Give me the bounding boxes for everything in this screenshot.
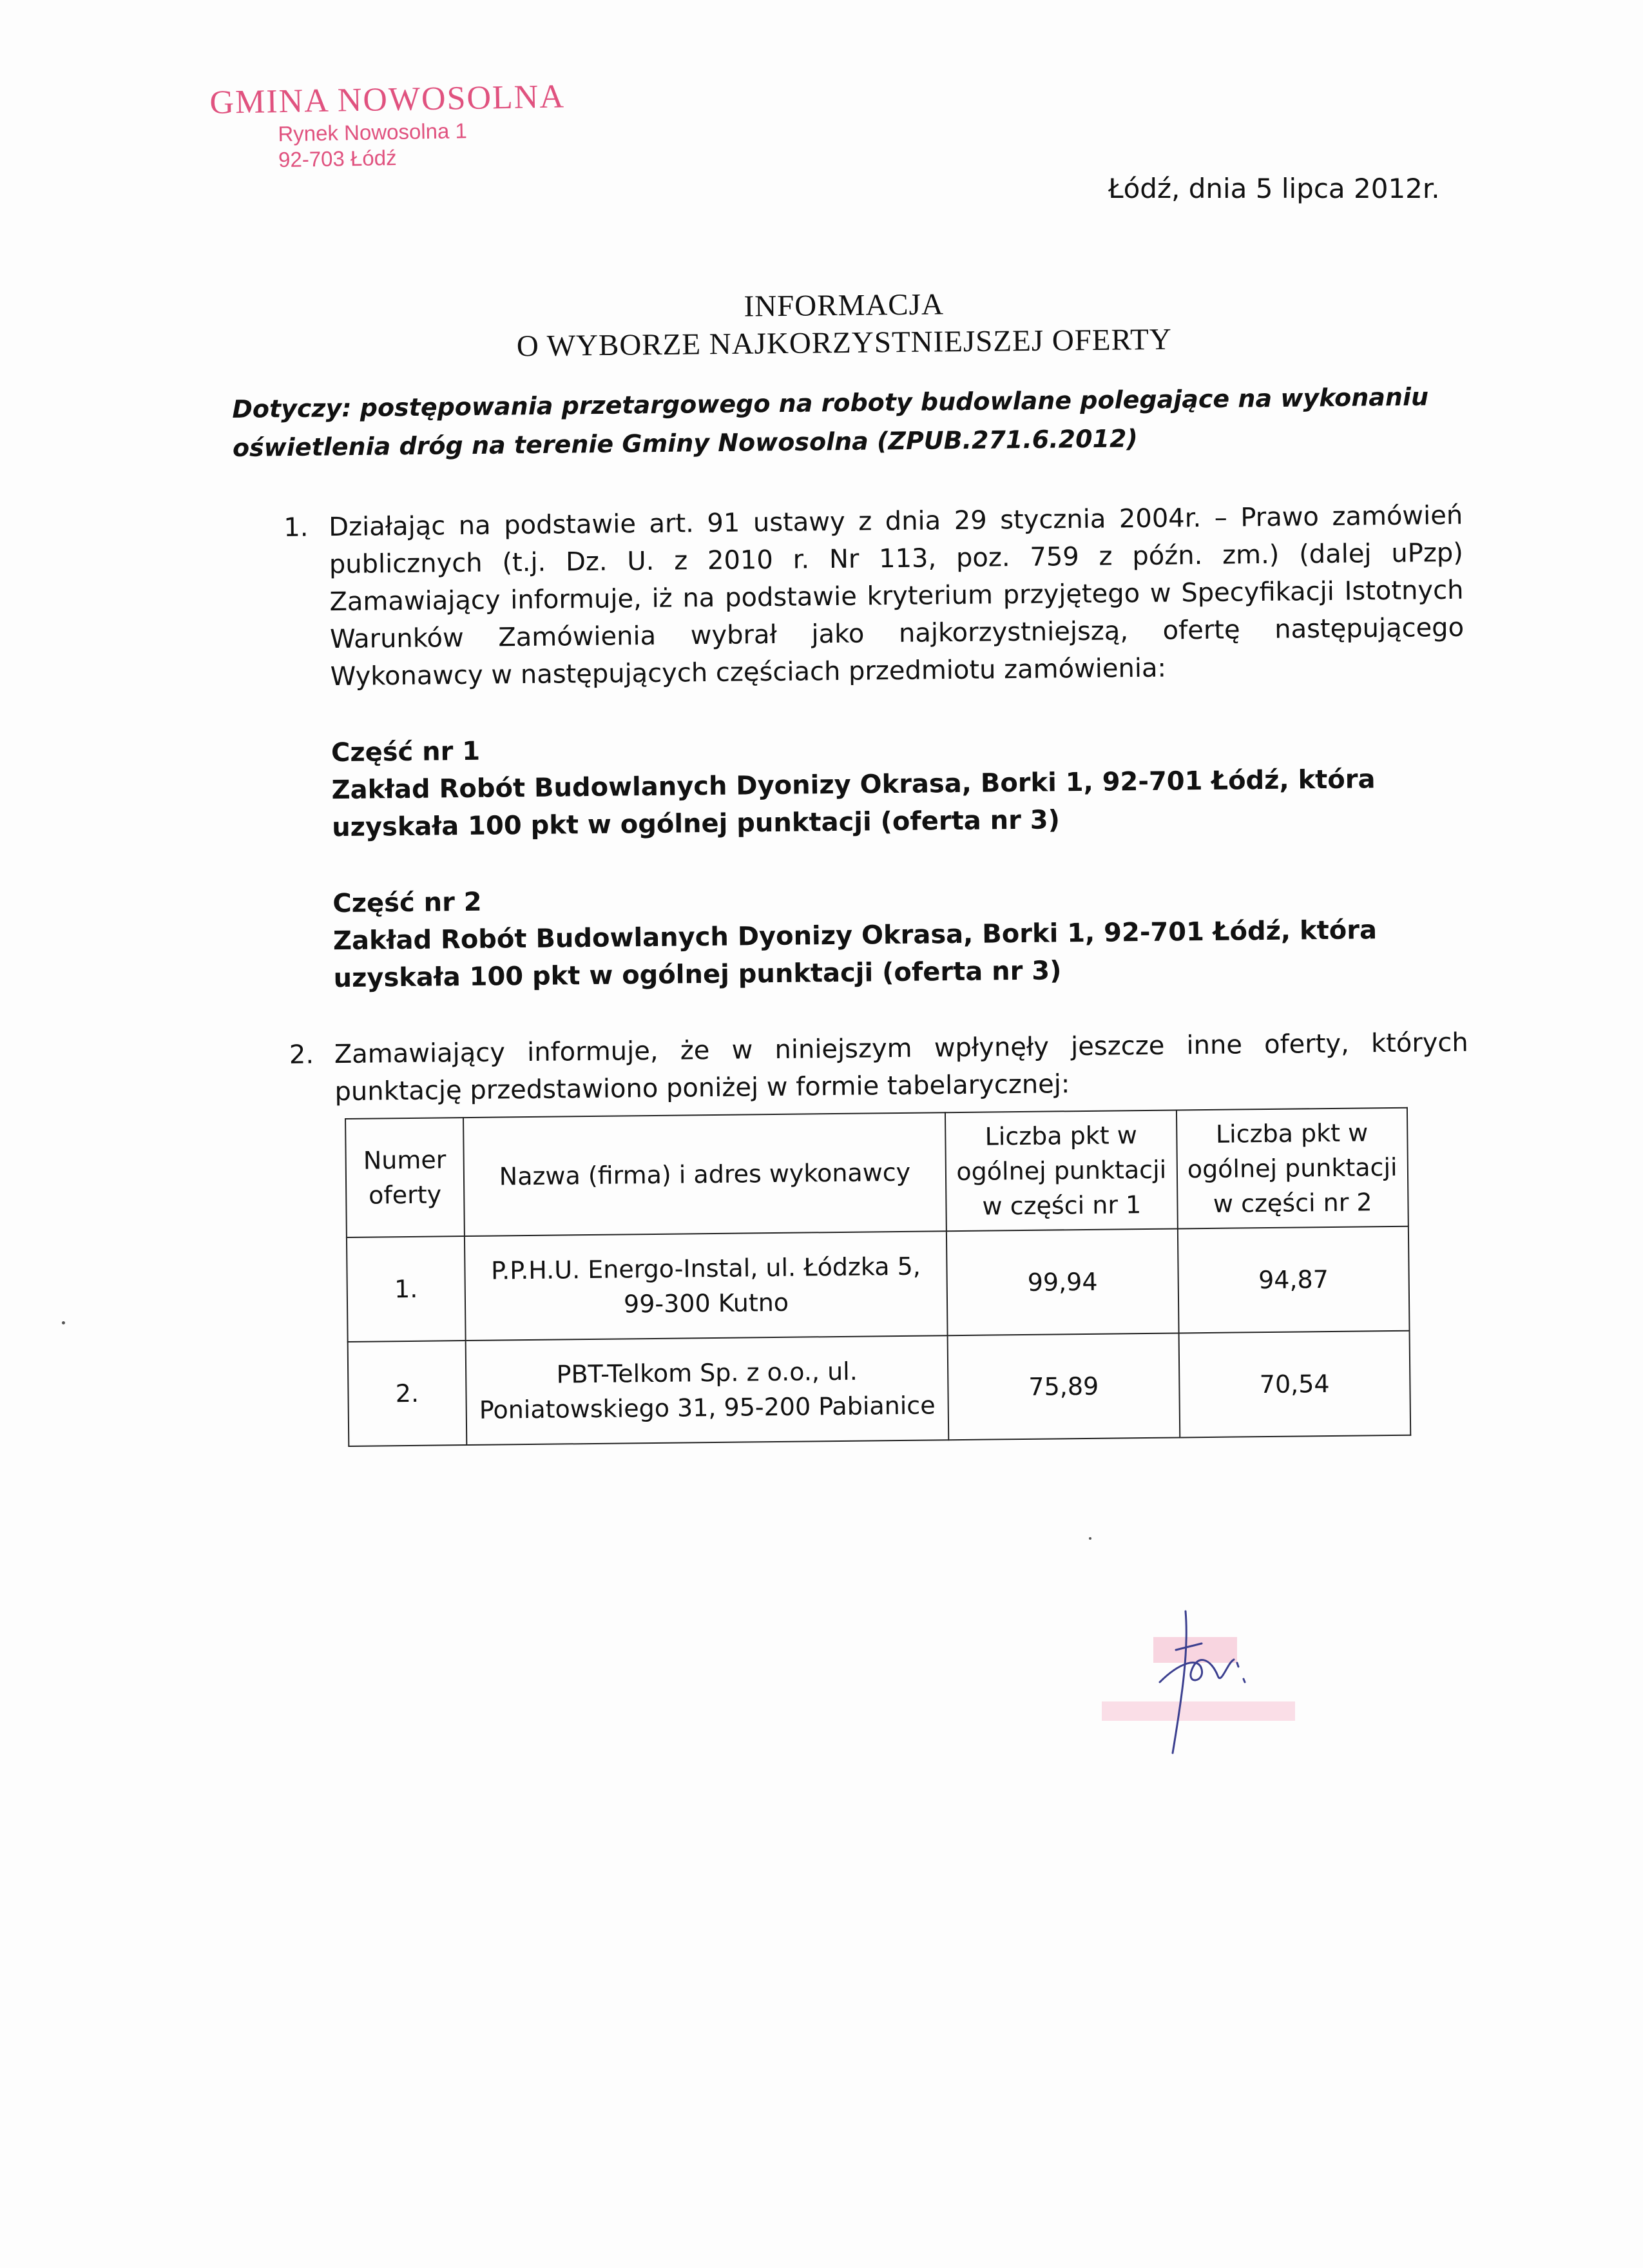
header-points-part-1: Liczba pkt w ogólnej punktacji w części nr 1	[945, 1110, 1177, 1231]
cell-offer-number: 2.	[348, 1341, 467, 1446]
part-1-block	[280, 722, 1466, 847]
scan-speck	[1089, 1537, 1091, 1540]
document-date: Łódź, dnia 5 lipca 2012r.	[1108, 173, 1440, 204]
part-1-text: Zakład Robót Budowlanych Dyonizy Okrasa, Borki 1, 92-701 Łódź, która uzyskała 100 pkt w ogólnej punktacji (oferta nr 3)	[331, 764, 1376, 843]
cell-offer-number: 1.	[347, 1236, 466, 1342]
handwritten-signature	[1160, 1611, 1245, 1753]
stamp-line-street: Rynek Nowosolna 1	[278, 119, 468, 146]
list-item-2	[283, 1024, 1469, 1111]
part-1-heading: Część nr 1	[331, 736, 481, 768]
cell-contractor: PBT-Telkom Sp. z o.o., ul. Poniatowskiego 31, 95-200 Pabianice	[465, 1335, 948, 1445]
part-2-text: Zakład Robót Budowlanych Dyonizy Okrasa, Borki 1, 92-701 Łódź, która uzyskała 100 pkt w ogólnej punktacji (oferta nr 3)	[332, 915, 1378, 994]
header-contractor: Nazwa (firma) i adres wykonawcy	[463, 1112, 946, 1236]
table-row	[347, 1226, 1410, 1342]
title-line-1: INFORMACJA	[744, 287, 945, 324]
cell-contractor: P.P.H.U. Energo-Instal, ul. Łódzka 5, 99-300 Kutno	[465, 1231, 948, 1341]
document-title	[373, 282, 1314, 366]
list-item-2-text: Zamawiający informuje, że w niniejszym wpłynęły jeszcze inne oferty, których punktację przedstawiono poniżej w formie tabelarycznej:	[334, 1027, 1469, 1107]
cell-points-part-1: 99,94	[946, 1228, 1178, 1335]
scan-speck	[62, 1321, 65, 1324]
title-line-2: O WYBORZE NAJKORZYSTNIEJSZEJ OFERTY	[516, 322, 1173, 363]
offers-table	[345, 1107, 1411, 1447]
document-body	[277, 497, 1469, 1111]
part-2-block	[281, 873, 1468, 998]
cell-points-part-2: 70,54	[1178, 1331, 1410, 1438]
stamp-line-city: 92-703 Łódź	[278, 145, 397, 172]
list-number-1: 1.	[283, 512, 309, 543]
stamp-line-name: GMINA NOWOSOLNA	[209, 78, 566, 121]
part-2-heading: Część nr 2	[332, 887, 482, 919]
header-points-part-2: Liczba pkt w ogólnej punktacji w części nr 2	[1177, 1108, 1408, 1229]
list-item-1	[277, 497, 1465, 696]
header-offer-number: Numer oferty	[345, 1118, 465, 1237]
subject-line: Dotyczy: postępowania przetargowego na roboty budowlane polegające na wykonaniu oświetlenia dróg na terenie Gminy Nowosolna (ZPUB.271.6.2012)	[232, 382, 1429, 462]
list-number-2: 2.	[289, 1040, 314, 1070]
cell-points-part-1: 75,89	[948, 1333, 1180, 1440]
list-item-1-text: Działając na podstawie art. 91 ustawy z dnia 29 stycznia 2004r. – Prawo zamówień publicznych (t.j. Dz. U. z 2010 r. Nr 113, poz. 759 z późn. zm.) (dalej uPzp) Zamawiający informuje, iż na podstawie kryterium przyjętego w Specyfikacji Istotnych Warunków Zamówienia wybrał jako najkorzystniejszą, ofertę następującego Wykonawcy w następujących częściach przedmiotu zamówienia:	[329, 500, 1465, 692]
table-row	[348, 1331, 1411, 1446]
municipality-stamp	[209, 77, 572, 174]
table-header-row	[345, 1108, 1408, 1237]
signature-with-stamp	[1089, 1598, 1347, 1759]
cell-points-part-2: 94,87	[1177, 1226, 1409, 1333]
